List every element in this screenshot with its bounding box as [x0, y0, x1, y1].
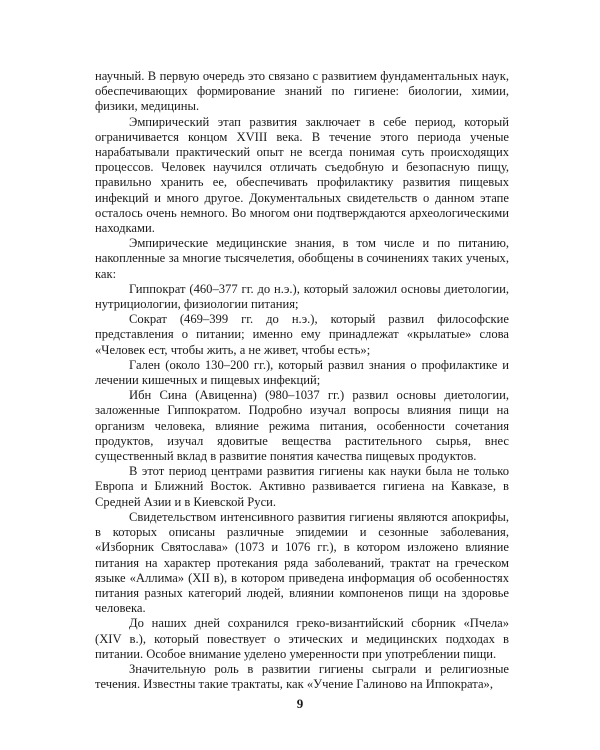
paragraph-religion: Значительную роль в развитии гигиены сыграли и религиозные течения. Известны такие трактаты, как «Учение Галиново на Иппократа»,	[95, 661, 509, 692]
paragraph-empirical-knowledge: Эмпирические медицинские знания, в том числе и по питанию, накопленные за многие тысячелетия, обобщены в сочинениях таких ученых, как:	[95, 236, 509, 281]
paragraph-centers: В этот период центрами развития гигиены как науки была не только Европа и Ближний Восток. Активно развивается гигиена на Кавказе, в Средней Азии и в Киевской Руси.	[95, 464, 509, 509]
paragraph-continuation: научный. В первую очередь это связано с развитием фундаментальных наук, обеспечивающих формирование знаний по гигиене: биологии, химии, физики, медицины.	[95, 69, 509, 114]
paragraph-pchela: До наших дней сохранился греко-византийский сборник «Пчела» (XIV в.), который повествует о этических и медицинских подходах в питании. Особое внимание уделено умеренности при употреблении пищи.	[95, 616, 509, 661]
paragraph-hippocrates: Гиппократ (460–377 гг. до н.э.), который заложил основы диетологии, нутрициологии, физиологии питания;	[95, 281, 509, 312]
body-text	[95, 69, 509, 692]
paragraph-empirical-stage: Эмпирический этап развития заключает в себе период, который ограничивается концом XVIII века. В течение этого периода ученые нарабатывали практический опыт не всегда понимая суть происходящих процессов. Человек научился отличать съедобную и безопасную пищу, правильно хранить ее, обеспечивать профилактику развития пищевых инфекций и много другое. Документальных свидетельств о данном этапе осталось очень немного. Во многом они подтверждаются археологическими находками.	[95, 114, 509, 236]
page-number: 9	[296, 696, 304, 711]
paragraph-socrates: Сократ (469–399 гг. до н.э.), который развил философские представления о питании; именно ему принадлежат «крылатые» слова «Человек ест, чтобы жить, а не живет, чтобы есть»;	[95, 312, 509, 357]
paragraph-avicenna: Ибн Сина (Авиценна) (980–1037 гг.) развил основы диетологии, заложенные Гиппократом. Подробно изучал вопросы влияния пищи на организм человека, влияние режима питания, особенности сочетания продуктов, изучал ядовитые вещества растительного сырья, внес существенный вклад в развитие понятия качества пищевых продуктов.	[95, 388, 509, 464]
paragraph-apocrypha: Свидетельством интенсивного развития гигиены являются апокрифы, в которых описаны различные эпидемии и сезонные заболевания, «Изборник Святослава» (1073 и 1076 гг.), в котором изложено влияние питания на характер протекания ряда заболеваний, трактат на греческом языке «Аллима» (XII в), в котором приведена информация об особенностях питания разных категорий людей, влиянии компоненов пищи на здоровье человека.	[95, 509, 509, 616]
paragraph-galen: Гален (около 130–200 гг.), который развил знания о профилактике и лечении кишечных и пищевых инфекций;	[95, 357, 509, 388]
